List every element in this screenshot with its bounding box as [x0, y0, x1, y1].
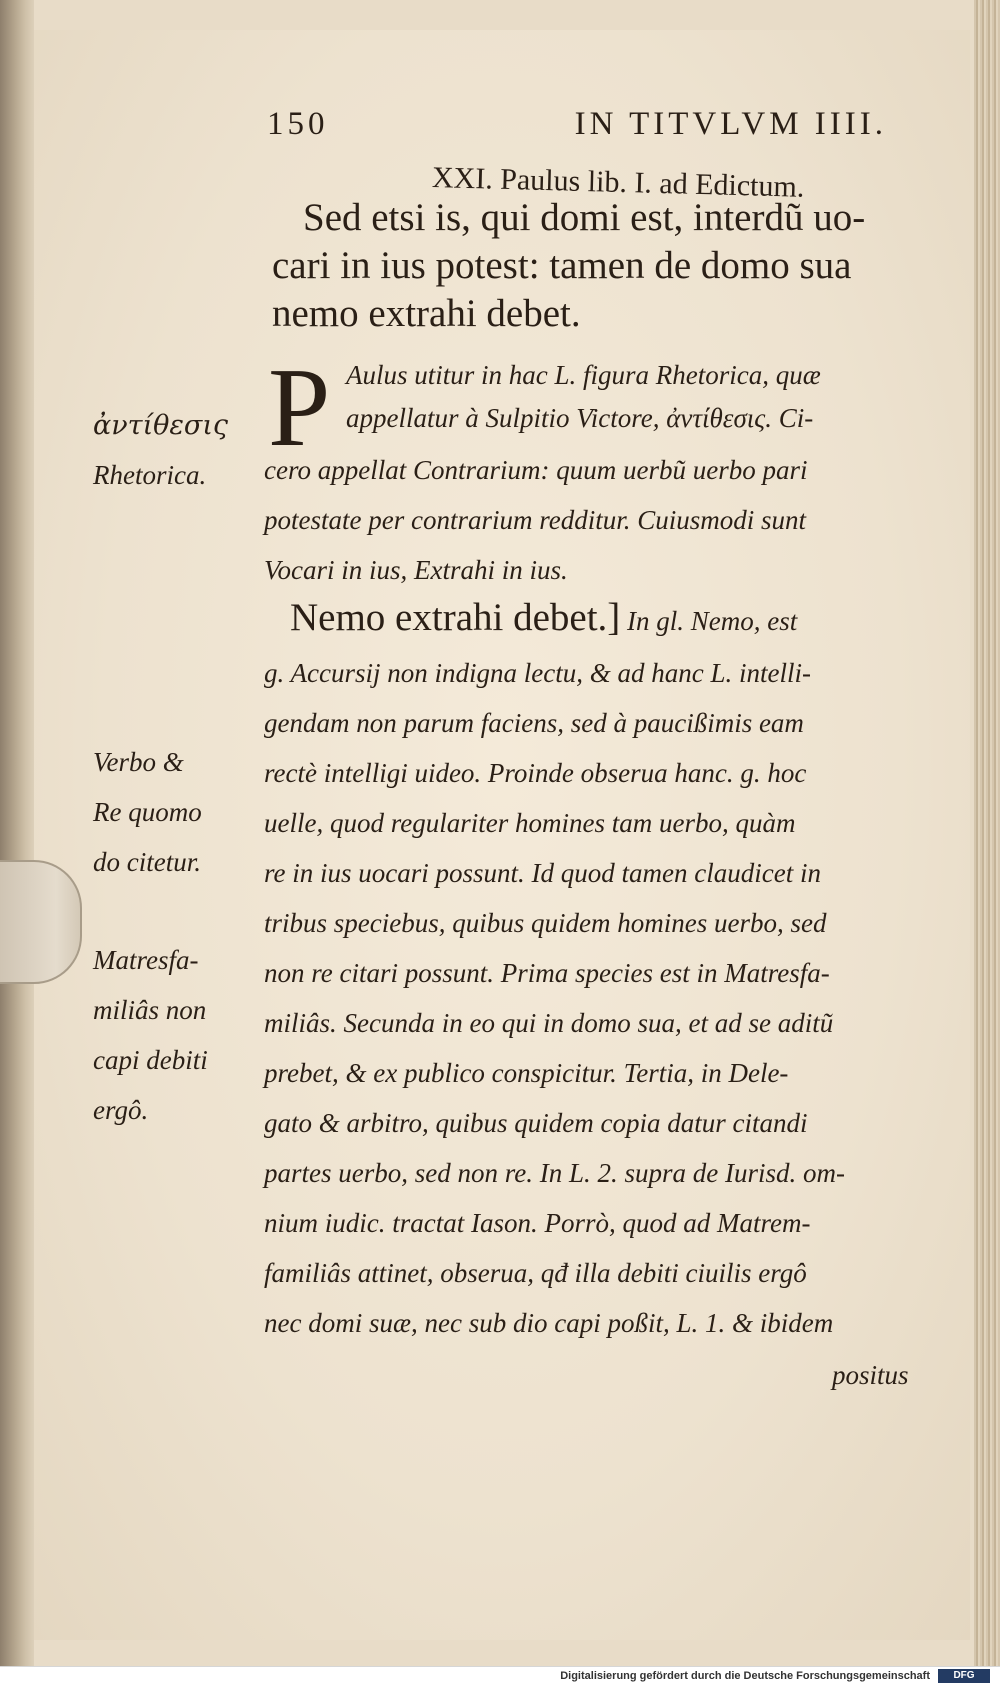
margin-matres-line-3: capi debiti	[93, 1045, 208, 1075]
commentary-1-line-1: Aulus utitur in hac L. figura Rhetorica, quæ	[346, 360, 821, 390]
commentary-2-line-7: non re citari possunt. Prima species est in Matresfa-	[264, 958, 830, 988]
margin-matres-line-1: Matresfa-	[93, 945, 199, 975]
commentary-2-lemma: Nemo extrahi debet.]	[290, 596, 621, 639]
margin-citation-line-2: Re quomo	[93, 797, 202, 827]
page-edges	[974, 0, 1000, 1666]
lemma-line-2: cari in ius potest: tamen de domo sua	[272, 244, 852, 287]
margin-matres-line-4: ergô.	[93, 1095, 149, 1125]
commentary-1-line-3: cero appellat Contrarium: quum uerbũ uerbo pari	[264, 455, 808, 485]
book-spine	[0, 0, 34, 1666]
commentary-2-line-14: nec domi suæ, nec sub dio capi poßit, L. 1. & ibidem	[264, 1308, 834, 1338]
dfg-logo: DFG	[938, 1669, 990, 1683]
commentary-2-line-13: familiâs attinet, obserua, qđ illa debiti ciuilis ergô	[264, 1258, 807, 1288]
section-heading: XXI. Paulus lib. I. ad Edictum.	[431, 161, 805, 204]
commentary-2-line-10: gato & arbitro, quibus quidem copia datur citandi	[264, 1108, 808, 1138]
commentary-1-line-5: Vocari in ius, Extrahi in ius.	[264, 555, 568, 585]
lemma-line-3: nemo extrahi debet.	[272, 292, 581, 335]
margin-citation-line-3: do citetur.	[93, 847, 201, 877]
page-number: 150	[267, 106, 329, 142]
running-title: IN TITVLVM IIII.	[574, 106, 887, 142]
running-head	[267, 108, 927, 141]
commentary-2-line-5: re in ius uocari possunt. Id quod tamen claudicet in	[264, 858, 821, 888]
commentary-2-line-9: prebet, & ex publico conspicitur. Tertia, in Dele-	[264, 1058, 789, 1088]
drop-cap: P	[268, 346, 331, 470]
commentary-2-line-6: tribus speciebus, quibus quidem homines uerbo, sed	[264, 908, 827, 938]
commentary-2-line-2: gendam non parum faciens, sed à paucißimis eam	[264, 708, 804, 738]
catchword: positus	[832, 1360, 909, 1390]
margin-antithesis-greek: ἀντίθεσις	[93, 410, 229, 441]
commentary-2-first-line	[290, 598, 970, 637]
digitization-credit: Digitalisierung gefördert durch die Deutsche Forschungsgemeinschaft	[560, 1670, 930, 1682]
commentary-1-line-2: appellatur à Sulpitio Victore, ἀντίθεσις. Ci-	[346, 403, 814, 433]
commentary-2-line-12: nium iudic. tractat Iason. Porrò, quod ad Matrem-	[264, 1208, 811, 1238]
lemma-line-1: Sed etsi is, qui domi est, interdũ uo-	[303, 196, 866, 239]
page-tab-bookmark	[0, 860, 82, 984]
commentary-2-line-11: partes uerbo, sed non re. In L. 2. supra de Iurisd. om-	[264, 1158, 845, 1188]
margin-matres-line-2: miliâs non	[93, 995, 207, 1025]
commentary-2-line-8: miliâs. Secunda in eo qui in domo sua, et ad se aditũ	[264, 1008, 834, 1038]
margin-citation-line-1: Verbo &	[93, 747, 184, 777]
commentary-1-line-4: potestate per contrarium redditur. Cuiusmodi sunt	[264, 505, 807, 535]
margin-antithesis-rhetorica: Rhetorica.	[93, 460, 207, 490]
commentary-2-line-3: rectè intelligi uideo. Proinde obserua hanc. g. hoc	[264, 758, 807, 788]
commentary-2-line-1: g. Accursij non indigna lectu, & ad hanc L. intelli-	[264, 658, 811, 688]
commentary-2-line-4: uelle, quod regulariter homines tam uerbo, quàm	[264, 808, 796, 838]
commentary-2-first-line-rest: In gl. Nemo, est	[620, 606, 798, 636]
